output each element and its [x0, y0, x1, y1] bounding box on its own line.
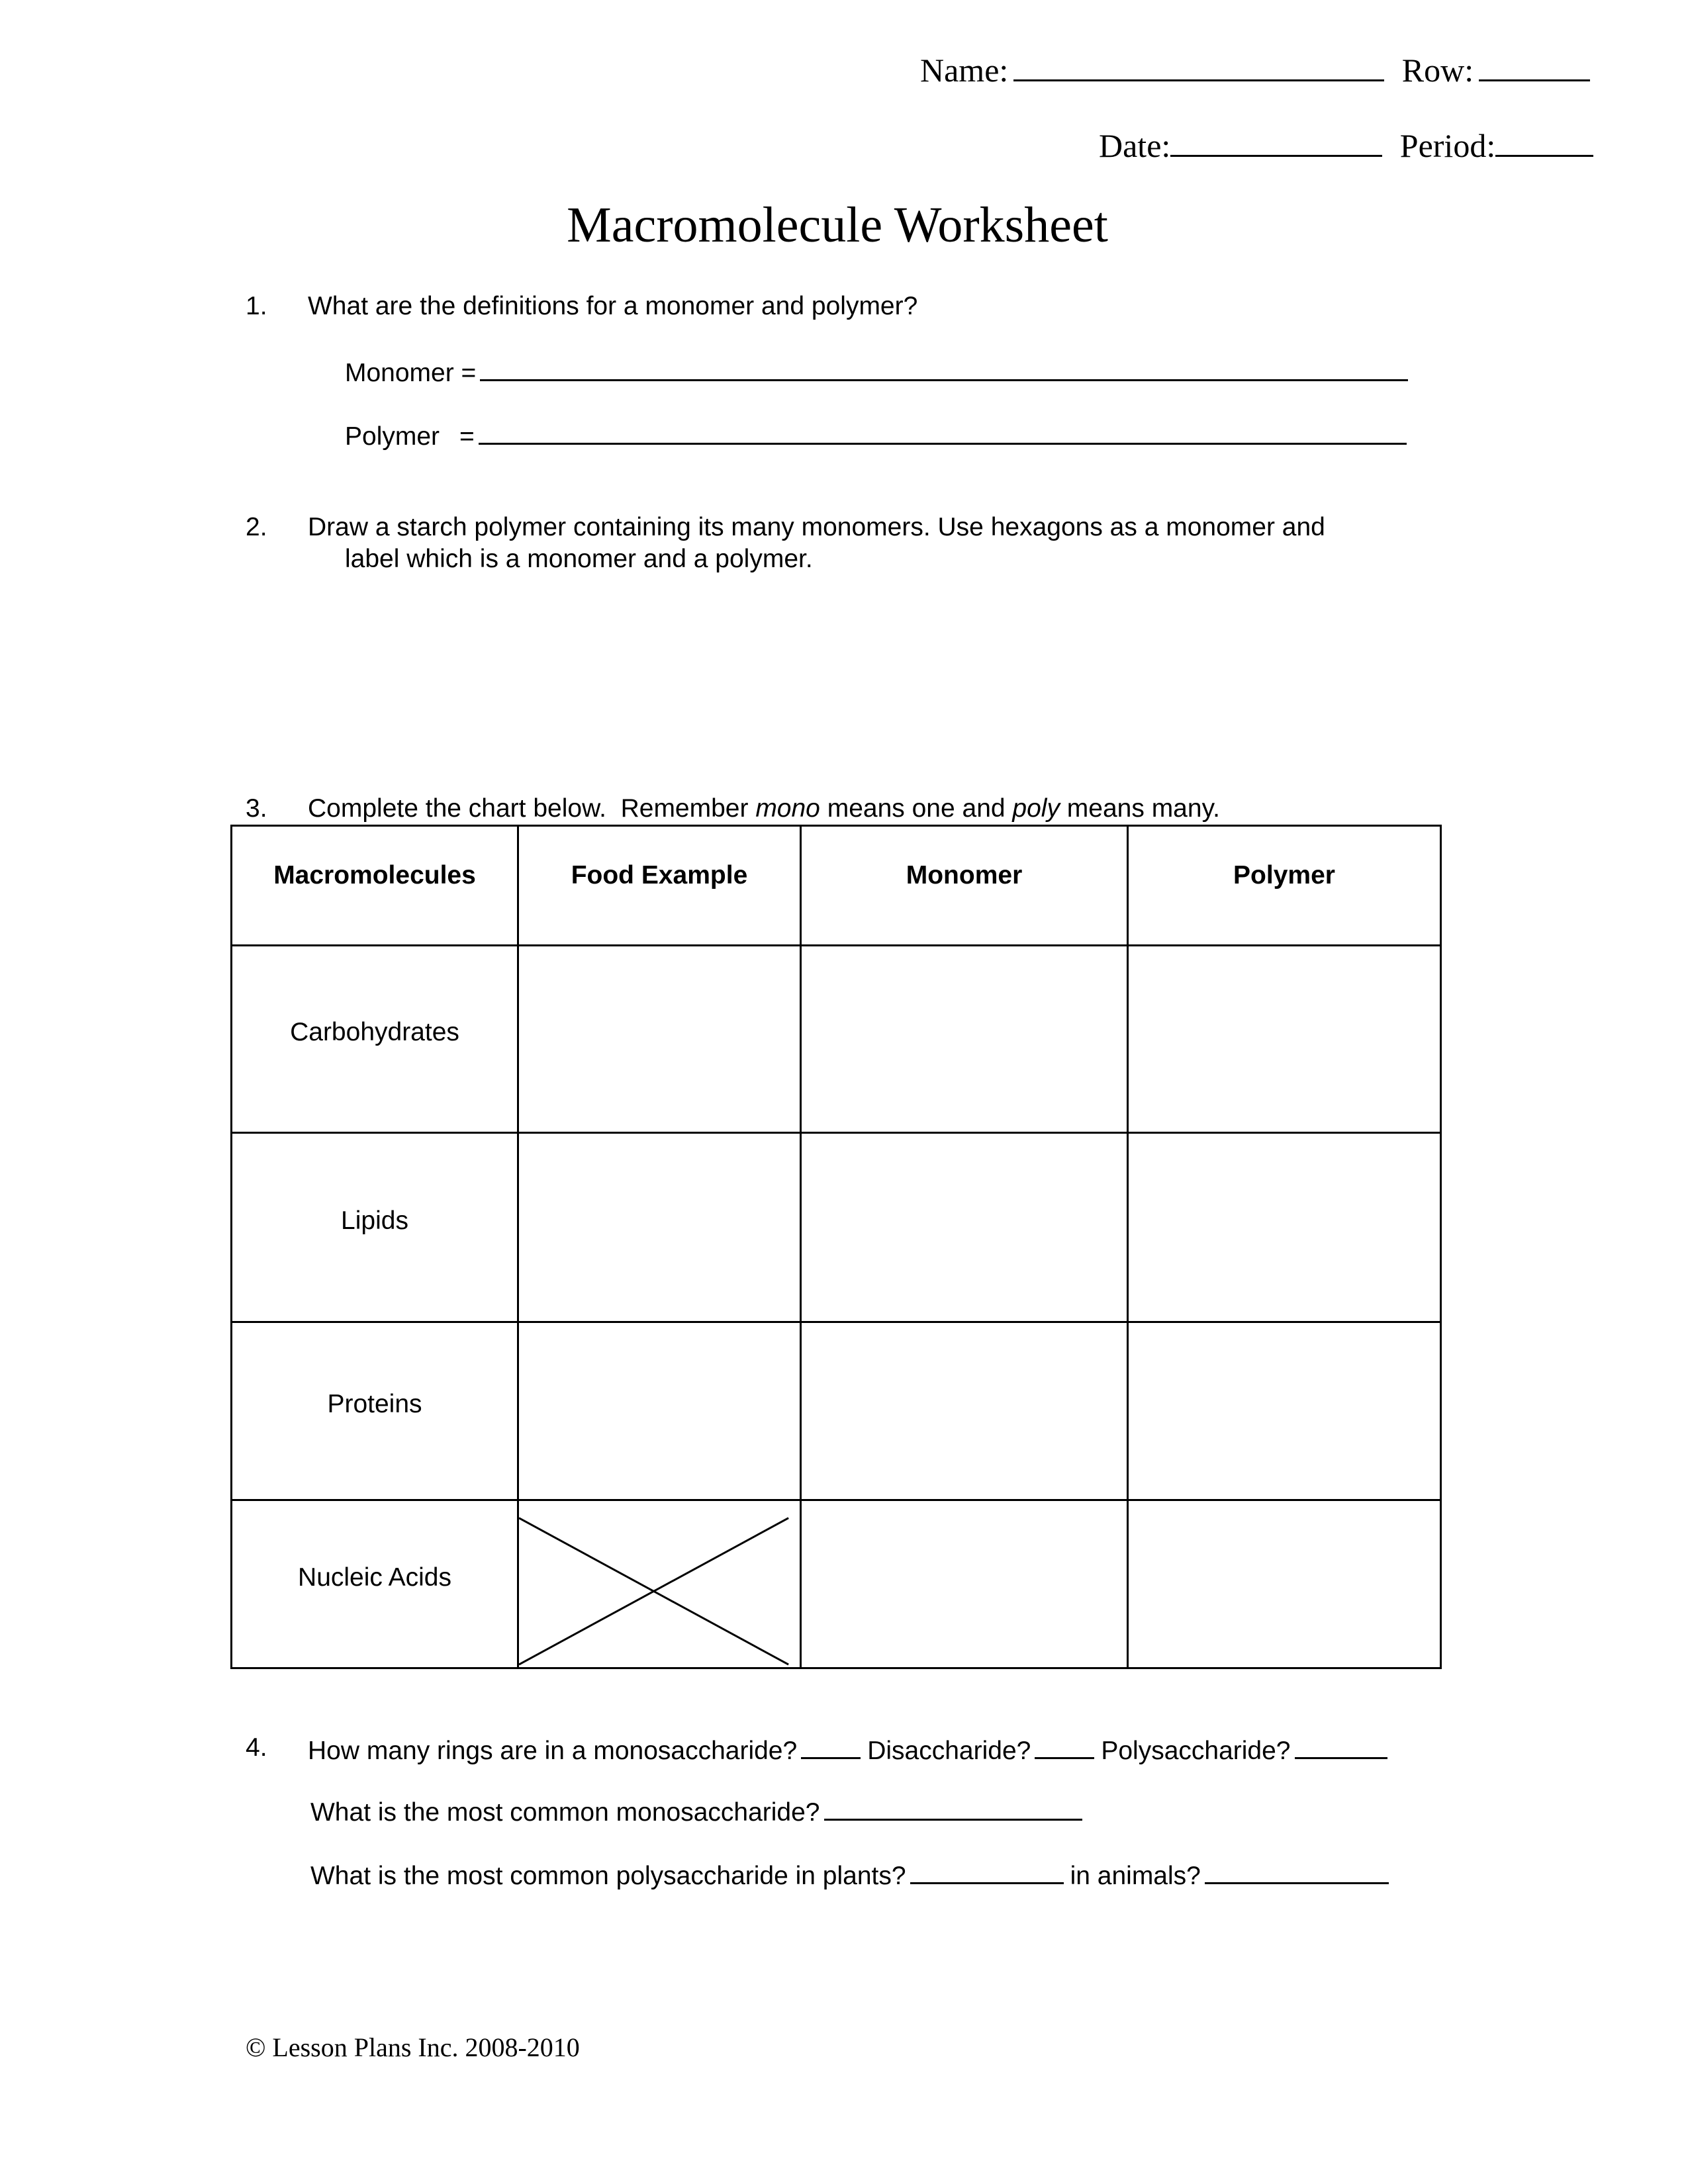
q1-text: What are the definitions for a monomer and polymer? [308, 292, 918, 320]
q4-line2 [310, 1796, 1082, 1825]
food-cell[interactable] [518, 946, 801, 1133]
q4-animals-question: in animals? [1070, 1862, 1201, 1890]
monomer-cell[interactable] [801, 1133, 1128, 1322]
polymer-equals: = [459, 422, 475, 451]
q3-text-c: means many. [1059, 794, 1221, 823]
q2-line2: label which is a monomer and a polymer. [345, 545, 813, 573]
monomer-blank[interactable] [480, 357, 1408, 381]
monomer-cell[interactable] [801, 946, 1128, 1133]
cross-out-icon [519, 1501, 800, 1667]
monomer-cell[interactable] [801, 1500, 1128, 1668]
food-cell[interactable] [518, 1133, 801, 1322]
name-blank[interactable] [1013, 53, 1384, 81]
header-monomer: Monomer [801, 826, 1128, 946]
q2-number: 2. [246, 513, 267, 541]
name-row-line [920, 53, 1590, 87]
period-label: Period: [1399, 127, 1496, 164]
plants-polysaccharide-blank[interactable] [910, 1860, 1064, 1884]
copyright-footer: © Lesson Plans Inc. 2008-2010 [246, 2032, 580, 2062]
polysaccharide-rings-blank[interactable] [1295, 1735, 1387, 1759]
header-polymer: Polymer [1128, 826, 1441, 946]
monosaccharide-rings-blank[interactable] [801, 1735, 861, 1759]
q3-number: 3. [246, 794, 267, 823]
monomer-label: Monomer = [345, 359, 477, 387]
row-label-nucleic-acids: Nucleic Acids [232, 1500, 518, 1668]
common-monosaccharide-blank[interactable] [824, 1796, 1082, 1821]
row-label-proteins: Proteins [232, 1322, 518, 1500]
polymer-blank[interactable] [479, 420, 1407, 445]
date-blank[interactable] [1170, 128, 1382, 157]
q3-text [308, 796, 1220, 821]
polymer-cell[interactable] [1128, 946, 1441, 1133]
polymer-cell[interactable] [1128, 1500, 1441, 1668]
header-food-example: Food Example [518, 826, 801, 946]
q3-mono: mono [755, 794, 820, 823]
food-cell-crossed-out [518, 1500, 801, 1668]
period-blank[interactable] [1495, 128, 1593, 157]
q3-text-b: means one and [820, 794, 1013, 823]
q2-line1: Draw a starch polymer containing its many monomers. Use hexagons as a monomer and [308, 513, 1325, 541]
table-row [232, 1133, 1441, 1322]
table-row [232, 946, 1441, 1133]
monomer-line [345, 357, 1408, 386]
table-row [232, 1500, 1441, 1668]
row-label-lipids: Lipids [232, 1133, 518, 1322]
animals-polysaccharide-blank[interactable] [1205, 1860, 1389, 1884]
table-row [232, 1322, 1441, 1500]
q4-monosaccharide-question: How many rings are in a monosaccharide? [308, 1737, 798, 1765]
q4-polysaccharide-question: Polysaccharide? [1101, 1737, 1291, 1765]
row-label-carbohydrates: Carbohydrates [232, 946, 518, 1133]
header-macromolecules: Macromolecules [232, 826, 518, 946]
disaccharide-rings-blank[interactable] [1035, 1735, 1094, 1759]
page-title: Macromolecule Worksheet [567, 197, 1108, 253]
monomer-cell[interactable] [801, 1322, 1128, 1500]
q4-disaccharide-question: Disaccharide? [867, 1737, 1031, 1765]
polymer-cell[interactable] [1128, 1322, 1441, 1500]
row-label: Row: [1401, 52, 1474, 89]
q4-line3 [310, 1860, 1389, 1889]
q3-text-a: Complete the chart below. Remember [308, 794, 756, 823]
q4-number: 4. [246, 1733, 267, 1762]
q4-plants-question: What is the most common polysaccharide in plants? [310, 1862, 906, 1890]
q4-line1 [308, 1735, 1387, 1764]
food-cell[interactable] [518, 1322, 801, 1500]
polymer-label: Polymer [345, 422, 440, 451]
name-label: Name: [920, 52, 1009, 89]
drawing-area[interactable] [308, 582, 1433, 781]
header-row [232, 826, 1441, 946]
date-label: Date: [1099, 127, 1171, 164]
row-blank[interactable] [1479, 53, 1590, 81]
polymer-line [345, 420, 1407, 449]
polymer-cell[interactable] [1128, 1133, 1441, 1322]
q4-common-monosaccharide: What is the most common monosaccharide? [310, 1798, 820, 1827]
q1-number: 1. [246, 292, 267, 320]
date-period-line [1099, 128, 1593, 162]
q3-poly: poly [1012, 794, 1060, 823]
macromolecule-chart [230, 825, 1442, 1669]
